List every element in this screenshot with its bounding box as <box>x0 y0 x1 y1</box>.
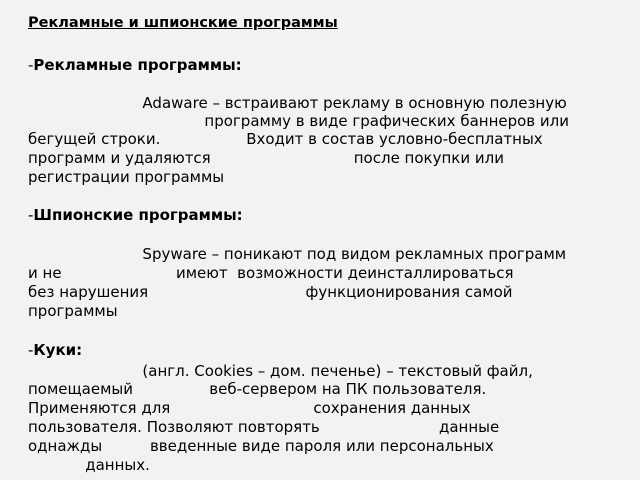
section-heading-text: Шпионские программы: <box>33 206 243 224</box>
body-line: Adaware – встраивают рекламу в основную полезную <box>28 94 567 112</box>
body-line: программы <box>28 302 118 320</box>
body-line: Spyware – поникают под видом рекламных программ <box>28 245 567 263</box>
section-dash: - <box>28 206 34 224</box>
body-line: без нарушения функционирования самой <box>28 283 513 301</box>
section-heading-cookies <box>28 341 82 359</box>
section-heading-adware <box>28 56 242 74</box>
body-line: (англ. Cookies – дом. печенье) – текстовый файл, <box>28 362 533 380</box>
body-line: программу в виде графических баннеров или <box>28 112 569 130</box>
body-line: пользователя. Позволяют повторять данные <box>28 418 500 436</box>
body-line: данных. <box>28 456 150 474</box>
body-line: регистрации программы <box>28 168 225 186</box>
section-dash: - <box>28 56 34 74</box>
body-line: и не имеют возможности деинсталлироваться <box>28 264 514 282</box>
section-heading-text: Рекламные программы: <box>33 56 242 74</box>
section-heading-spyware <box>28 206 243 224</box>
body-line: бегущей строки. Входит в состав условно-бесплатных <box>28 130 543 148</box>
body-line: однажды введенные виде пароля или персональных <box>28 437 494 455</box>
slide-title: Рекламные и шпионские программы <box>28 15 338 31</box>
body-line: программ и удаляются после покупки или <box>28 149 504 167</box>
section-dash: - <box>28 341 34 359</box>
body-line: Применяются для сохранения данных <box>28 399 471 417</box>
section-heading-text: Куки: <box>33 341 83 359</box>
body-line: помещаемый веб-сервером на ПК пользователя. <box>28 380 487 398</box>
